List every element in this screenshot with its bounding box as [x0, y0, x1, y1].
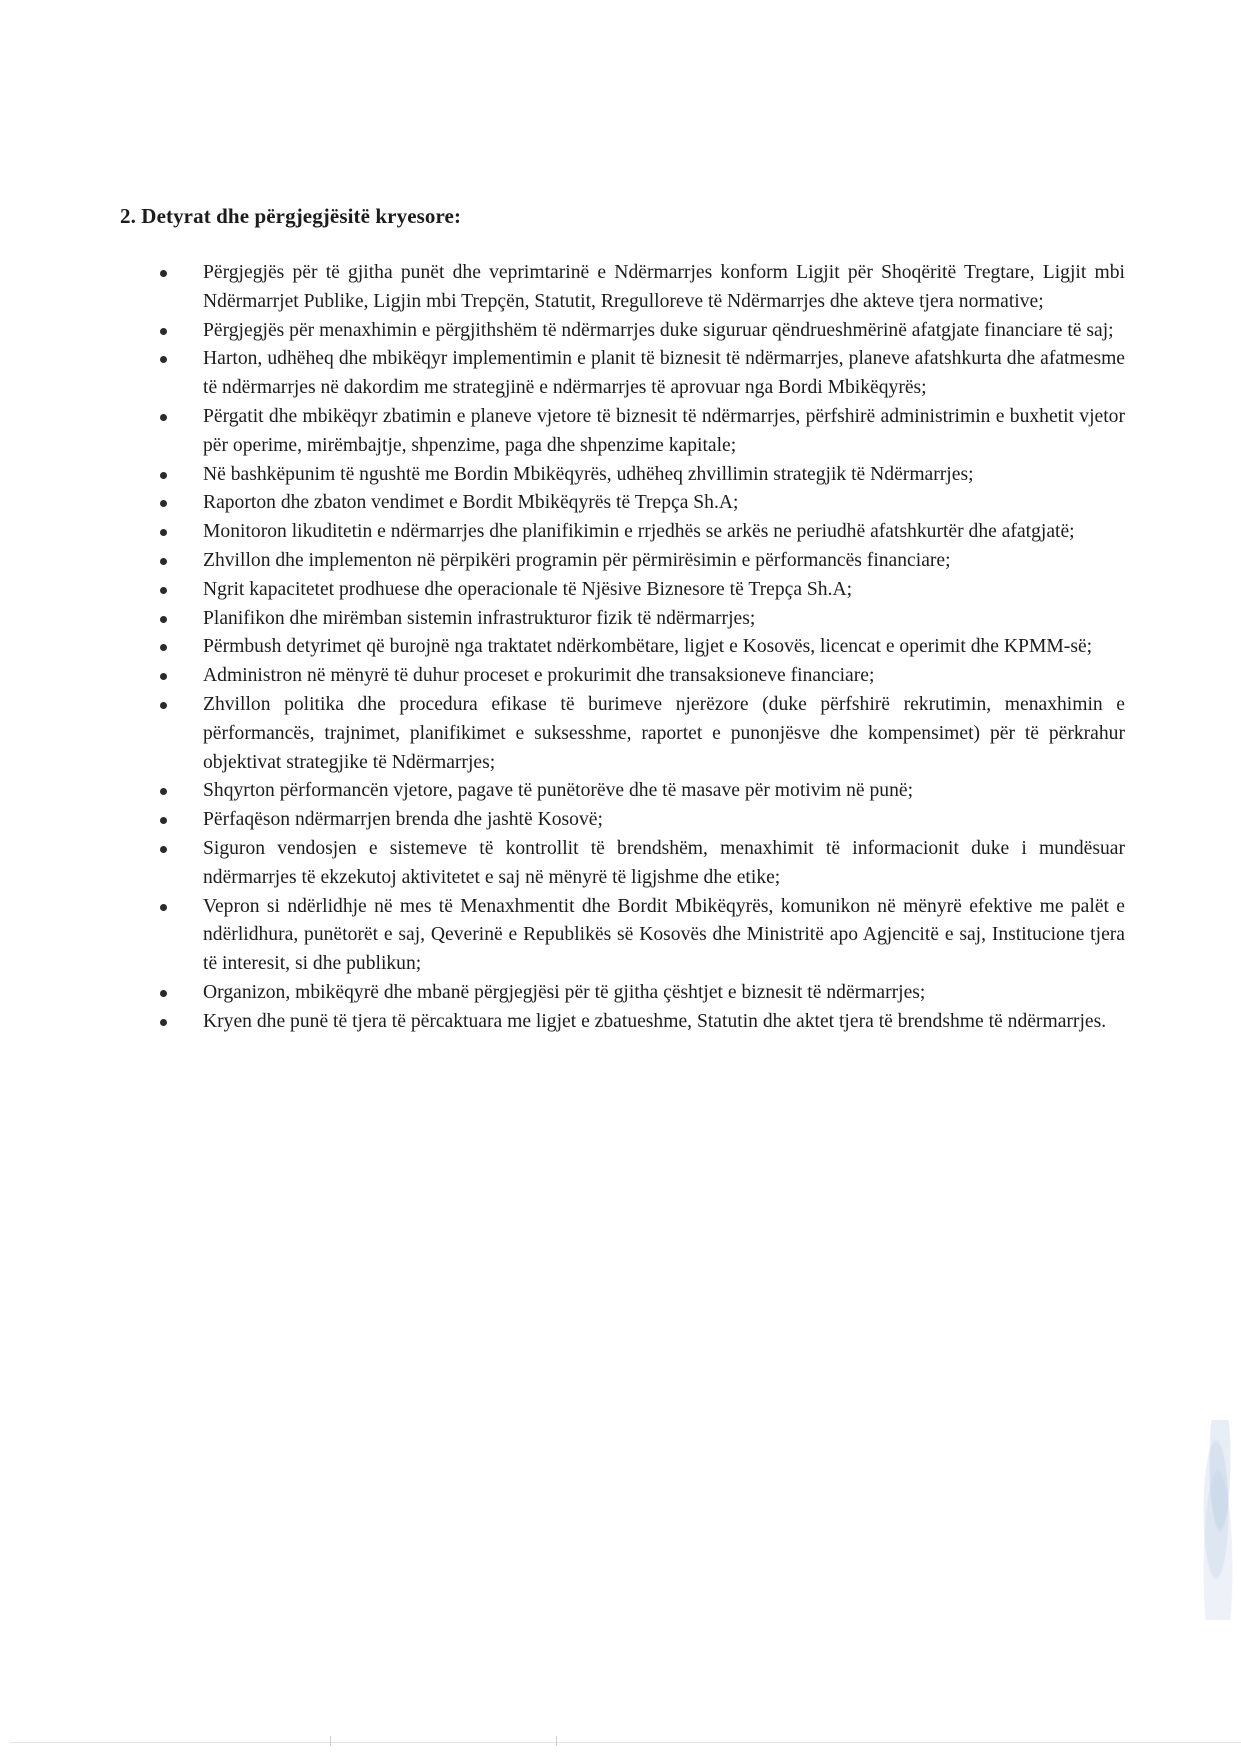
duty-item	[160, 547, 1125, 576]
duty-text: Vepron si ndërlidhje në mes të Menaxhmentit dhe Bordit Mbikëqyrës, komunikon në mënyrë efektive me palët e ndërlidhura, punëtorët e saj, Qeverinë e Republikës së Kosovës dhe Ministritë apo Agjencitë e saj, Institucione tjera të interesit, si dhe publikun;	[203, 895, 1125, 975]
duties-list	[160, 259, 1125, 1037]
duty-text: Përfaqëson ndërmarrjen brenda dhe jashtë Kosovë;	[203, 809, 603, 831]
bullet-icon	[160, 414, 167, 421]
duty-text: Planifikon dhe mirëmban sistemin infrastrukturor fizik të ndërmarrjes;	[203, 607, 756, 629]
bullet-icon	[160, 270, 167, 277]
bullet-icon	[160, 817, 167, 824]
duty-item	[160, 518, 1125, 547]
bullet-icon	[160, 356, 167, 363]
bullet-icon	[160, 328, 167, 335]
bullet-icon	[160, 644, 167, 651]
duty-item	[160, 317, 1125, 346]
bullet-icon	[160, 587, 167, 594]
duty-item	[160, 835, 1125, 893]
duty-item	[160, 979, 1125, 1008]
bullet-icon	[160, 1019, 167, 1026]
bullet-icon	[160, 472, 167, 479]
duty-text: Zhvillon dhe implementon në përpikëri programin për përmirësimin e përformancës financiare;	[203, 549, 951, 571]
duty-text: Përgjegjës për të gjitha punët dhe veprimtarinë e Ndërmarrjes konform Ligjit për Shoqëritë Tregtare, Ligjit mbi Ndërmarrjet Publike, Ligjin mbi Trepçën, Statutit, Rregulloreve të Ndërmarrjes dhe akteve tjera normative;	[203, 262, 1125, 312]
duty-item	[160, 806, 1125, 835]
duty-item	[160, 893, 1125, 979]
section-heading: 2. Detyrat dhe përgjegjësitë kryesore:	[120, 204, 462, 228]
duty-text: Shqyrton përformancën vjetore, pagave të punëtorëve dhe të masave për motivim në punë;	[203, 780, 914, 802]
duty-item	[160, 1008, 1125, 1037]
bullet-icon	[160, 529, 167, 536]
bullet-icon	[160, 846, 167, 853]
bullet-icon	[160, 990, 167, 997]
bullet-icon	[160, 788, 167, 795]
duty-item	[160, 489, 1125, 518]
duty-item	[160, 576, 1125, 605]
duty-text: Përgjegjës për menaxhimin e përgjithshëm të ndërmarrjes duke siguruar qëndrueshmërinë afatgjate financiare të saj;	[203, 319, 1114, 341]
duty-text: Zhvillon politika dhe procedura efikase të burimeve njerëzore (duke përfshirë rekrutimin, menaxhimin e përformancës, trajnimet, planifikimet e suksesshme, raportet e punonjësve dhe kompensimet) për të përkrahur objektivat strategjike të Ndërmarrjes;	[203, 693, 1125, 773]
duty-text: Monitoron likuditetin e ndërmarrjes dhe planifikimin e rrjedhës se arkës ne periudhë afatshkurtër dhe afatgjatë;	[203, 521, 1075, 543]
bullet-icon	[160, 558, 167, 565]
stamp-trace	[1196, 1420, 1236, 1620]
duty-text: Organizon, mbikëqyrë dhe mbanë përgjegjësi për të gjitha çështjet e biznesit të ndërmarrjes;	[203, 981, 926, 1003]
duty-text: Në bashkëpunim të ngushtë me Bordin Mbikëqyrës, udhëheq zhvillimin strategjik të Ndërmarrjes;	[203, 463, 974, 485]
duty-item	[160, 403, 1125, 461]
bullet-icon	[160, 616, 167, 623]
duty-item	[160, 461, 1125, 490]
duty-text: Administron në mënyrë të duhur proceset e prokurimit dhe transaksioneve financiare;	[203, 665, 875, 687]
duty-text: Kryen dhe punë të tjera të përcaktuara me ligjet e zbatueshme, Statutin dhe aktet tjera të brendshme të ndërmarrjes.	[203, 1010, 1107, 1032]
duty-text: Raporton dhe zbaton vendimet e Bordit Mbikëqyrës të Trepça Sh.A;	[203, 492, 739, 514]
duty-text: Siguron vendosjen e sistemeve të kontrollit të brendshëm, menaxhimit të informacionit duke i mundësuar ndërmarrjes të ekzekutoj aktivitetet e saj në mënyrë të ligjshme dhe etike;	[203, 837, 1125, 888]
bullet-icon	[160, 702, 167, 709]
duty-item	[160, 605, 1125, 634]
duty-text: Përgatit dhe mbikëqyr zbatimin e planeve vjetore të biznesit të ndërmarrjes, përfshirë administrimin e buxhetit vjetor për operime, mirëmbajtje, shpenzime, paga dhe shpenzime kapitale;	[203, 405, 1125, 456]
duty-text: Përmbush detyrimet që burojnë nga traktatet ndërkombëtare, ligjet e Kosovës, licencat e operimit dhe KPMM-së;	[203, 636, 1093, 658]
bullet-icon	[160, 673, 167, 680]
duty-text: Harton, udhëheq dhe mbikëqyr implementimin e planit të biznesit të ndërmarrjes, planeve afatshkurta dhe afatmesme të ndërmarrjes në dakordim me strategjinë e ndërmarrjes të aprovuar nga Bordi Mbikëqyrës;	[203, 348, 1125, 399]
scan-edge-line	[10, 1742, 1241, 1743]
duty-item	[160, 691, 1125, 777]
scan-tick-mark	[330, 1736, 331, 1746]
duty-text: Ngrit kapacitetet prodhuese dhe operacionale të Njësive Biznesore të Trepça Sh.A;	[203, 578, 853, 600]
bullet-icon	[160, 500, 167, 507]
scan-tick-mark	[556, 1736, 557, 1746]
duty-item	[160, 345, 1125, 403]
duty-item	[160, 633, 1125, 662]
bullet-icon	[160, 904, 167, 911]
duty-item	[160, 777, 1125, 806]
duty-item	[160, 259, 1125, 317]
duty-item	[160, 662, 1125, 691]
